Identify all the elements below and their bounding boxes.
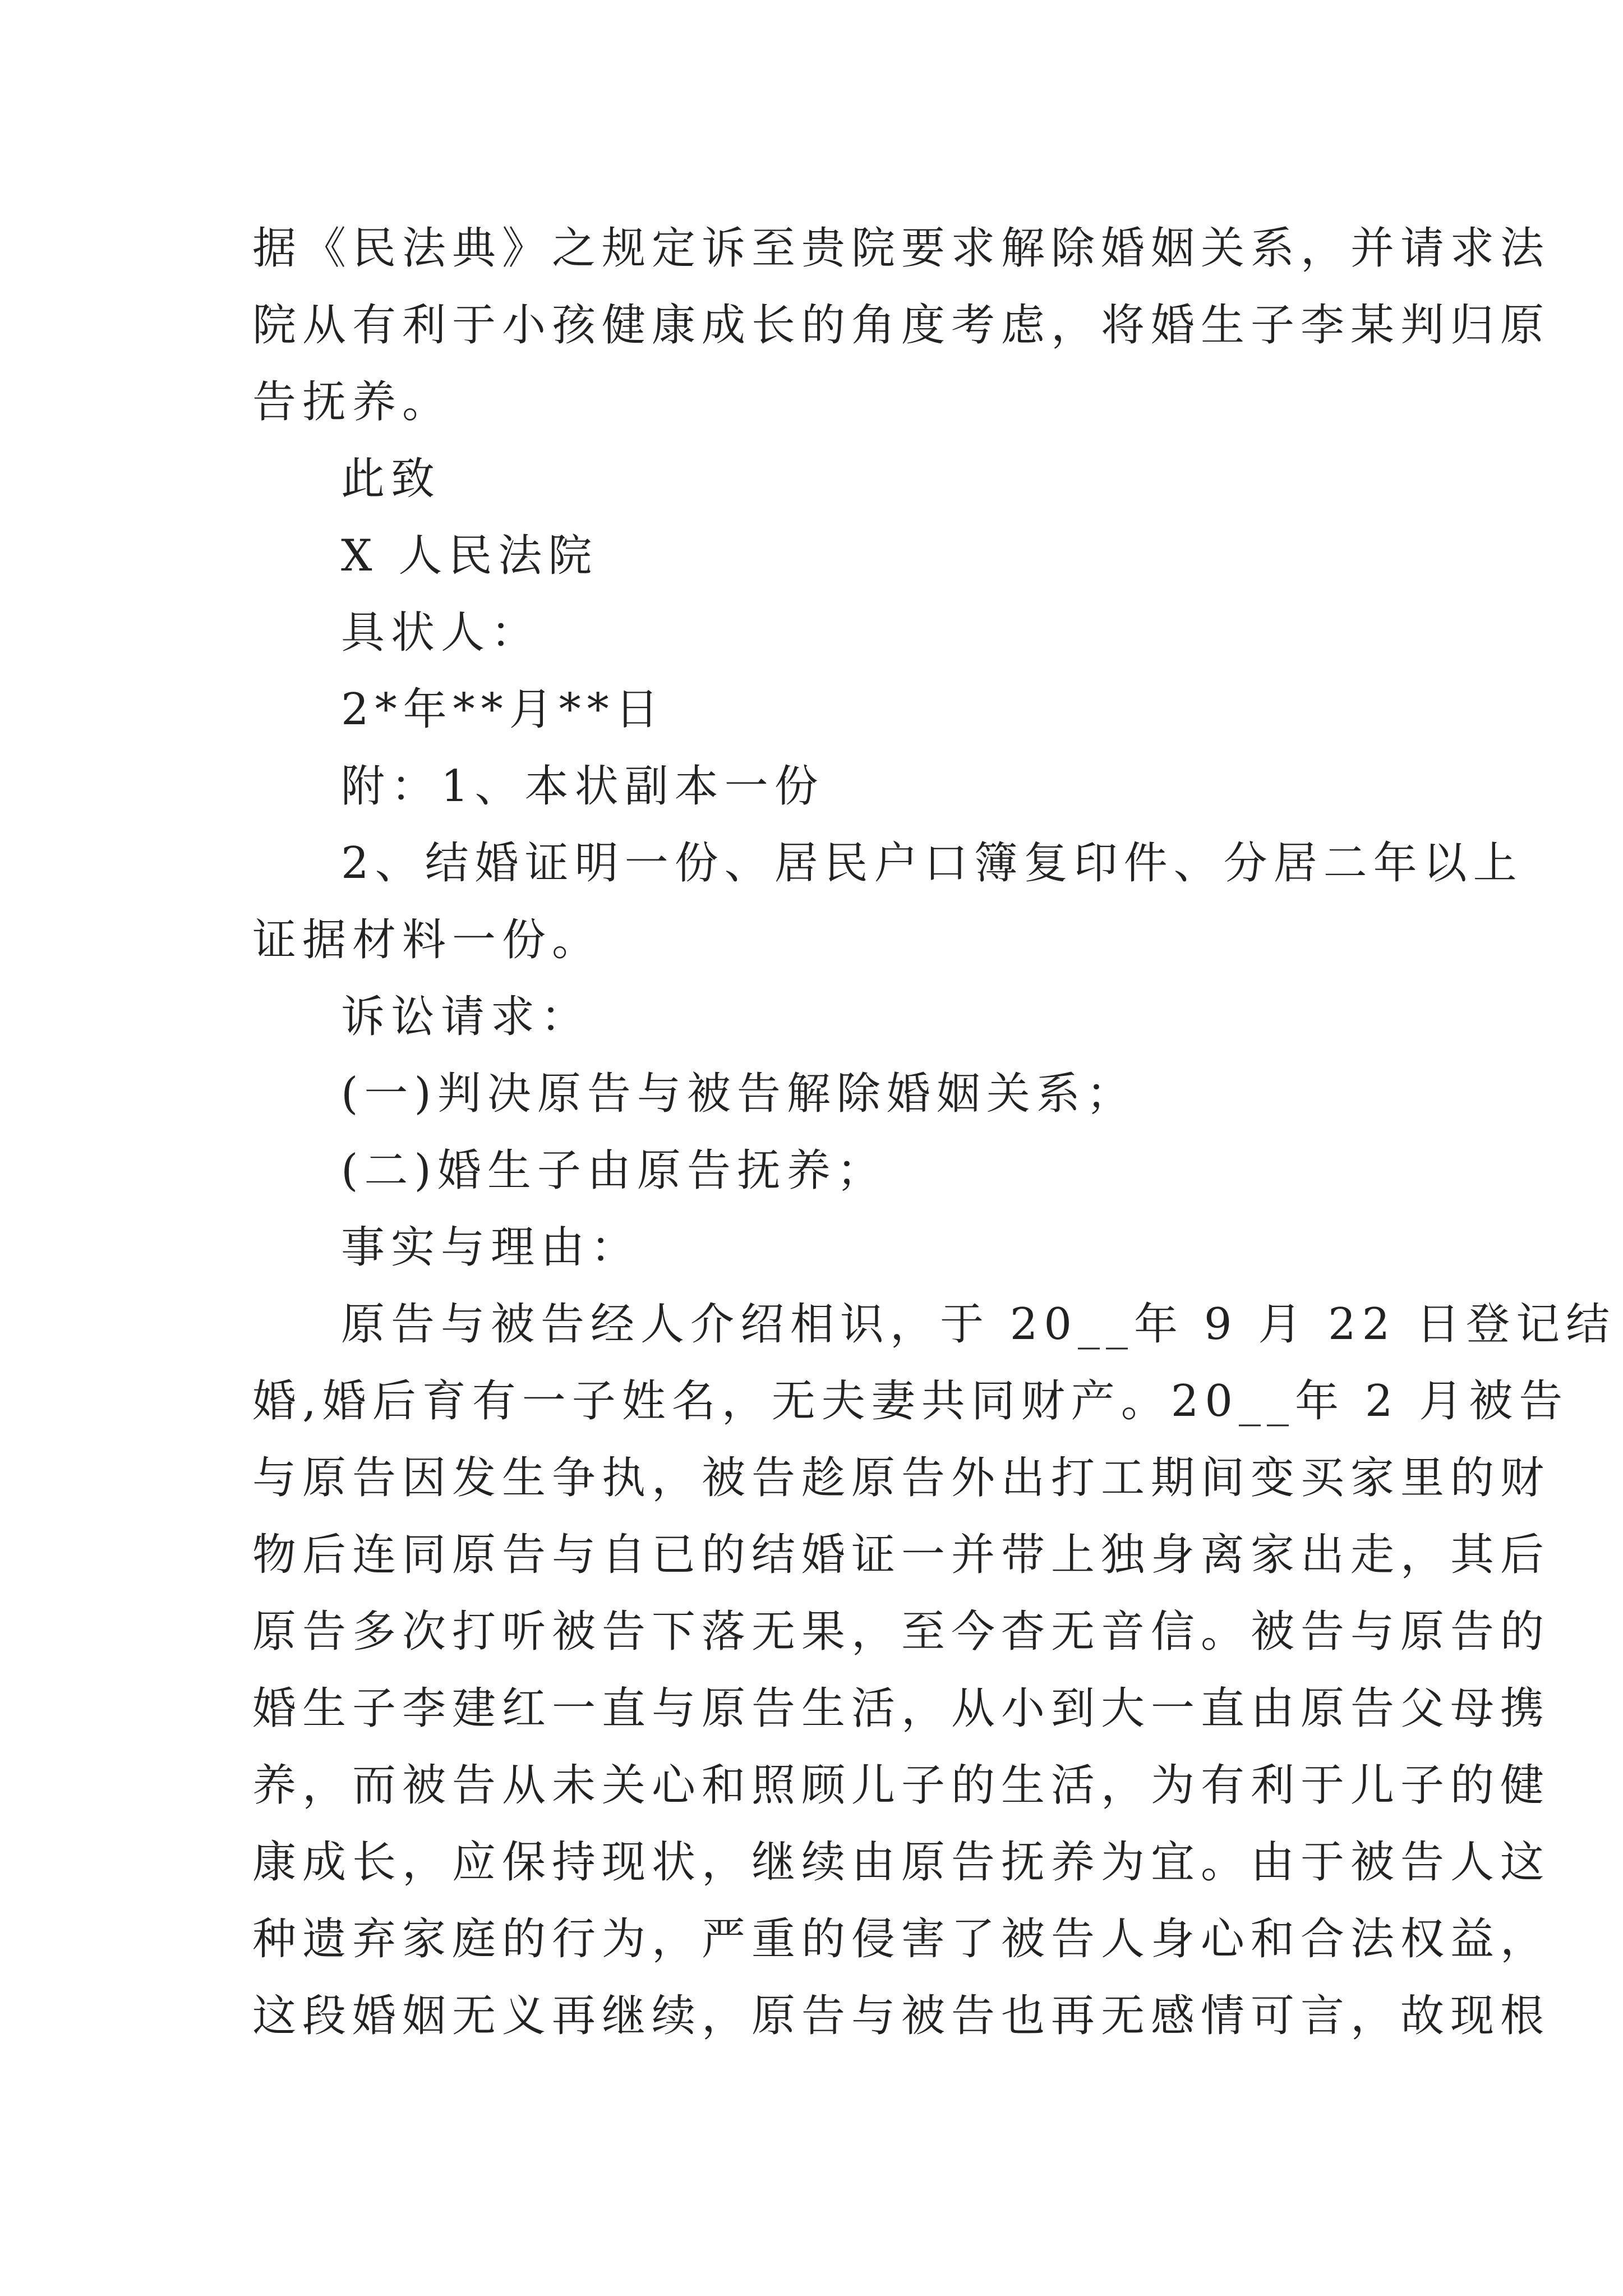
text-line: X 人民法院: [341, 531, 598, 581]
text-line: 事实与理由：: [341, 1222, 641, 1273]
text-line: 种遗弃家庭的行为，严重的侵害了被告人身心和合法权益，: [252, 1914, 1551, 1964]
text-line: 物后连同原告与自已的结婚证一并带上独身离家出走，其后: [252, 1530, 1551, 1580]
text-line: 康成长，应保持现状，继续由原告抚养为宜。由于被告人这: [252, 1837, 1551, 1888]
text-line: 据《民法典》之规定诉至贵院要求解除婚姻关系，并请求法: [252, 223, 1551, 274]
text-line: (一)判决原告与被告解除婚姻关系；: [341, 1069, 1136, 1119]
text-line: 婚生子李建红一直与原告生活，从小到大一直由原告父母携: [252, 1683, 1551, 1734]
text-line: 养，而被告从未关心和照顾儿子的生活，为有利于儿子的健: [252, 1760, 1551, 1811]
text-line: 院从有利于小孩健康成长的角度考虑，将婚生子李某判归原: [252, 300, 1551, 351]
text-line: 原告与被告经人介绍相识，于 20__年 9 月 22 日登记结: [341, 1299, 1616, 1350]
text-line: 2、结婚证明一份、居民户口簿复印件、分居二年以上: [341, 838, 1523, 889]
text-line: 证据材料一份。: [252, 915, 602, 965]
text-line: 此致: [341, 454, 441, 504]
text-line: 与原告因发生争执，被告趁原告外出打工期间变买家里的财: [252, 1453, 1551, 1503]
text-line: 告抚养。: [252, 377, 453, 427]
text-line: 原告多次打听被告下落无果，至今杳无音信。被告与原告的: [252, 1607, 1551, 1657]
text-line: 这段婚姻无义再继续，原告与被告也再无感情可言，故现根: [252, 1991, 1551, 2041]
text-line: 具状人：: [341, 608, 541, 658]
document-body: [252, 210, 1616, 2055]
text-line: 附：1、本状副本一份: [341, 761, 824, 812]
text-line: (二)婚生子由原告抚养；: [341, 1145, 887, 1196]
text-line: 婚,婚后育有一子姓名，无夫妻共同财产。20__年 2 月被告: [252, 1376, 1569, 1427]
text-line: 诉讼请求：: [341, 992, 591, 1042]
text-line: 2*年**月**日: [341, 684, 665, 735]
